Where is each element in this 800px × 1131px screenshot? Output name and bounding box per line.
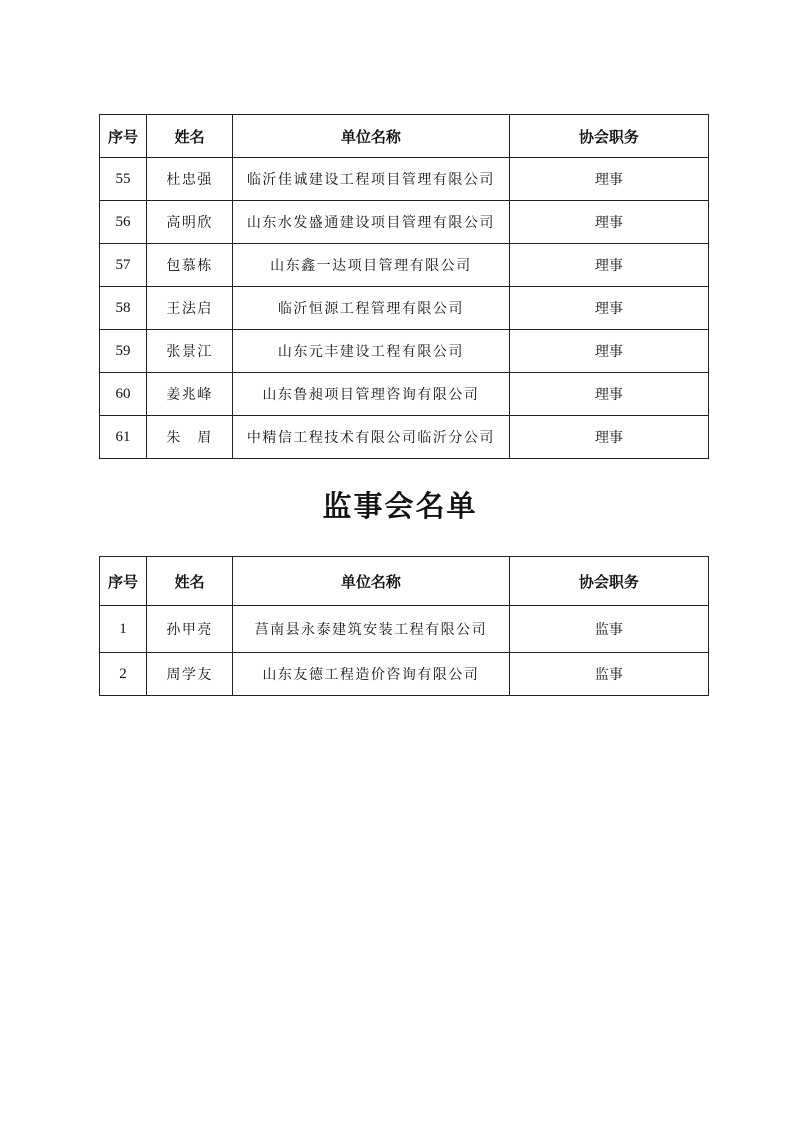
row-name: 朱 眉 — [147, 416, 233, 459]
row-unit: 莒南县永泰建筑安装工程有限公司 — [233, 606, 509, 653]
row-role: 理事 — [509, 287, 708, 330]
supervisors-table — [99, 556, 709, 696]
row-name: 王法启 — [147, 287, 233, 330]
row-name: 孙甲亮 — [147, 606, 233, 653]
table-row — [100, 416, 709, 459]
header-name: 姓名 — [147, 115, 233, 158]
table-row — [100, 606, 709, 653]
row-name: 张景江 — [147, 330, 233, 373]
row-no: 1 — [100, 606, 147, 653]
table-row — [100, 287, 709, 330]
header-unit: 单位名称 — [233, 557, 509, 606]
table-row — [100, 330, 709, 373]
row-name: 周学友 — [147, 653, 233, 696]
header-no: 序号 — [100, 557, 147, 606]
row-name: 高明欣 — [147, 201, 233, 244]
row-role: 监事 — [509, 653, 708, 696]
row-unit: 临沂恒源工程管理有限公司 — [233, 287, 509, 330]
row-unit: 中精信工程技术有限公司临沂分公司 — [233, 416, 509, 459]
supervisors-title: 监事会名单 — [322, 489, 478, 523]
row-no: 59 — [100, 330, 147, 373]
header-name: 姓名 — [147, 557, 233, 606]
row-no: 57 — [100, 244, 147, 287]
row-role: 理事 — [509, 201, 708, 244]
row-unit: 山东鑫一达项目管理有限公司 — [233, 244, 509, 287]
row-no: 60 — [100, 373, 147, 416]
row-no: 61 — [100, 416, 147, 459]
row-role: 理事 — [509, 416, 708, 459]
council-table — [99, 114, 709, 459]
row-no: 58 — [100, 287, 147, 330]
header-role: 协会职务 — [509, 557, 708, 606]
table-row — [100, 244, 709, 287]
row-role: 监事 — [509, 606, 708, 653]
row-unit: 山东水发盛通建设项目管理有限公司 — [233, 201, 509, 244]
row-role: 理事 — [509, 330, 708, 373]
header-role: 协会职务 — [509, 115, 708, 158]
table-row — [100, 373, 709, 416]
row-role: 理事 — [509, 244, 708, 287]
row-no: 56 — [100, 201, 147, 244]
table-header-row — [100, 115, 709, 158]
row-unit: 山东友德工程造价咨询有限公司 — [233, 653, 509, 696]
row-name: 包慕栋 — [147, 244, 233, 287]
row-unit: 山东元丰建设工程有限公司 — [233, 330, 509, 373]
row-name: 姜兆峰 — [147, 373, 233, 416]
row-unit: 山东鲁昶项目管理咨询有限公司 — [233, 373, 509, 416]
row-name: 杜忠强 — [147, 158, 233, 201]
table-header-row — [100, 557, 709, 606]
table-row — [100, 201, 709, 244]
row-role: 理事 — [509, 373, 708, 416]
row-no: 2 — [100, 653, 147, 696]
header-no: 序号 — [100, 115, 147, 158]
row-role: 理事 — [509, 158, 708, 201]
table-row — [100, 158, 709, 201]
header-unit: 单位名称 — [233, 115, 509, 158]
row-no: 55 — [100, 158, 147, 201]
row-unit: 临沂佳诚建设工程项目管理有限公司 — [233, 158, 509, 201]
table-row — [100, 653, 709, 696]
